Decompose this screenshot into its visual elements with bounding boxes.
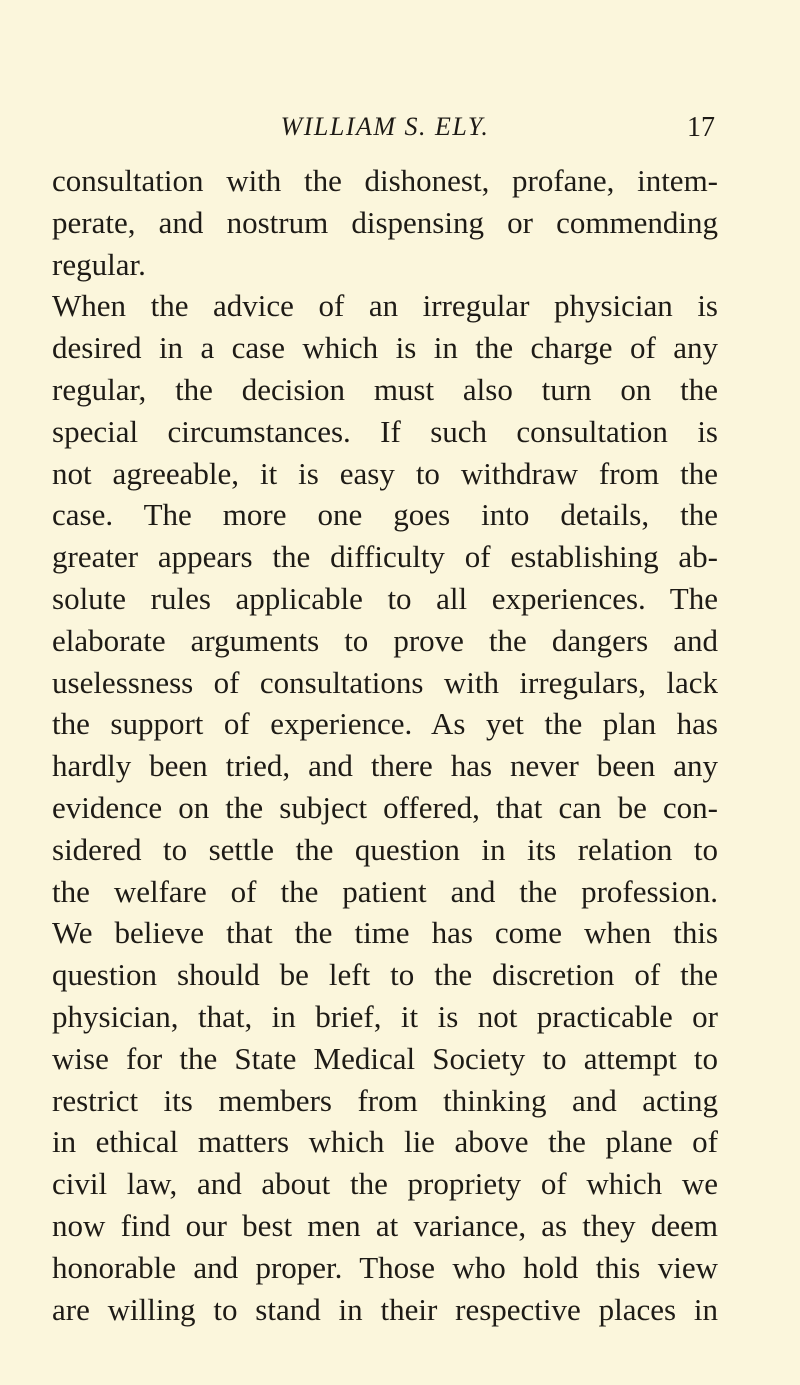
text-line: elaborate arguments to prove the dangers and (52, 622, 718, 658)
text-line: the support of experience. As yet the plan has (52, 706, 718, 742)
running-title: WILLIAM S. ELY. (280, 112, 490, 141)
text-line: When the advice of an irregular physician is (52, 288, 718, 324)
running-head (55, 112, 715, 152)
page-number: 17 (687, 112, 715, 143)
text-line: question should be left to the discretion of the (52, 957, 718, 993)
text-line: physician, that, in brief, it is not practicable or (52, 998, 718, 1034)
text-line: honorable and proper. Those who hold this view (52, 1249, 718, 1285)
text-line: restrict its members from thinking and acting (52, 1082, 718, 1118)
text-line: special circumstances. If such consultation is (52, 413, 718, 449)
text-line: consultation with the dishonest, profane, intem- (52, 163, 718, 198)
text-line: regular, the decision must also turn on the (52, 371, 718, 407)
text-line: case. The more one goes into details, the (52, 497, 718, 533)
text-line: uselessness of consultations with irregulars, lack (52, 664, 718, 700)
text-line: desired in a case which is in the charge of any (52, 330, 718, 366)
text-line: greater appears the difficulty of establishing ab- (52, 539, 718, 575)
text-line: perate, and nostrum dispensing or commending (52, 204, 718, 240)
text-line: solute rules applicable to all experiences. The (52, 580, 718, 616)
text-line: not agreeable, it is easy to withdraw from the (52, 455, 718, 491)
text-line: now find our best men at variance, as they deem (52, 1207, 718, 1243)
text-line: the welfare of the patient and the profession. (52, 873, 718, 909)
text-line: civil law, and about the propriety of which we (52, 1166, 718, 1202)
text-line: regular. (52, 246, 146, 282)
text-line: are willing to stand in their respective places in (52, 1291, 718, 1327)
text-line: wise for the State Medical Society to attempt to (52, 1040, 718, 1076)
body-text (52, 160, 718, 1330)
text-line: We believe that the time has come when this (52, 915, 718, 951)
text-line: hardly been tried, and there has never been any (52, 748, 718, 784)
text-line: in ethical matters which lie above the plane of (52, 1124, 718, 1160)
text-line: evidence on the subject offered, that can be con- (52, 789, 718, 825)
text-line: sidered to settle the question in its relation to (52, 831, 718, 867)
